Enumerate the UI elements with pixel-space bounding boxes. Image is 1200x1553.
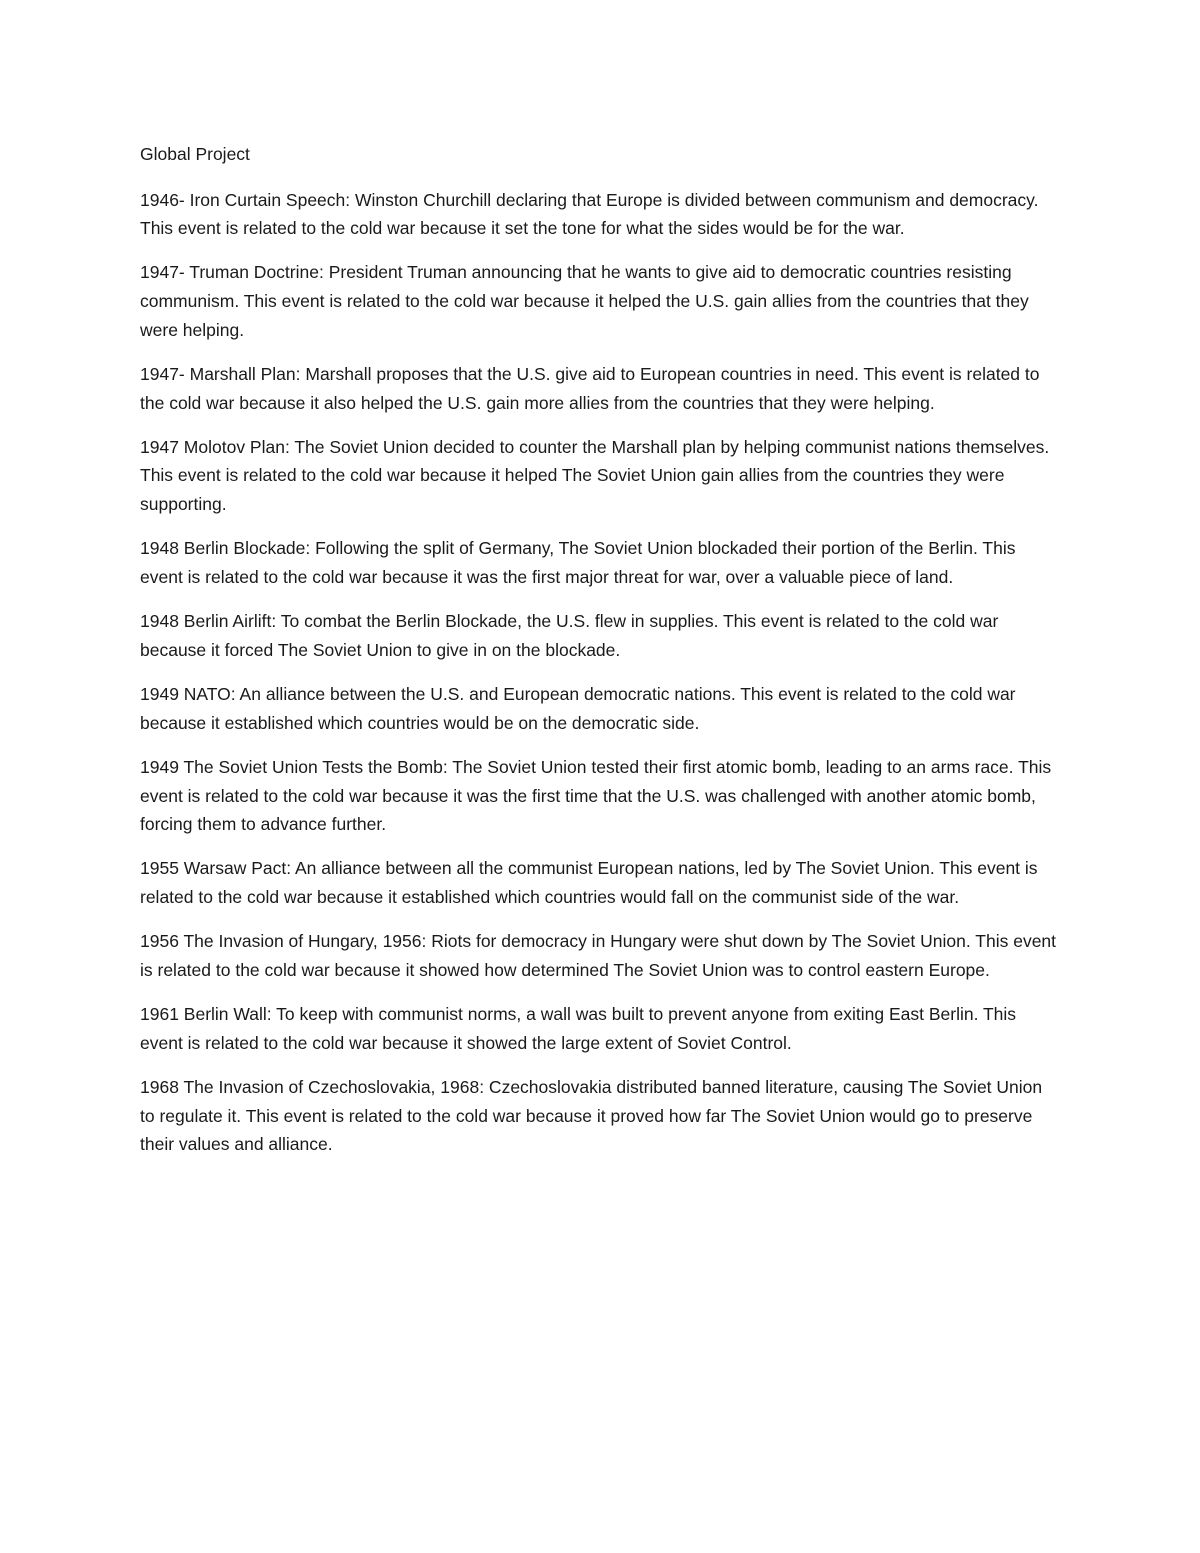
timeline-entry-1947-marshall-plan: 1947- Marshall Plan: Marshall proposes that the U.S. give aid to European countries in need. This event is related to the cold war because it also helped the U.S. gain more allies from the countries that they were helping.: [140, 363, 1040, 413]
document-body: [140, 140, 1060, 1174]
timeline-entry-1947-molotov-plan: 1947 Molotov Plan: The Soviet Union decided to counter the Marshall plan by helping communist nations themselves. This event is related to the cold war because it helped The Soviet Union gain allies from the countries they were supporting.: [140, 436, 1050, 514]
timeline-entry-1956-hungary: 1956 The Invasion of Hungary, 1956: Riots for democracy in Hungary were shut down by The Soviet Union. This event is related to the cold war because it showed how determined The Soviet Union was to control eastern Europe.: [140, 931, 1057, 980]
document-title: Global Project: [140, 144, 250, 164]
timeline-entry-1947-truman-doctrine: 1947- Truman Doctrine: President Truman announcing that he wants to give aid to democratic countries resisting communism. This event is related to the cold war because it helped the U.S. gain allies from the countries that they were helping.: [140, 262, 1029, 340]
timeline-entry-1961-berlin-wall: 1961 Berlin Wall: To keep with communist norms, a wall was built to prevent anyone from exiting East Berlin. This event is related to the cold war because it showed the large extent of Soviet Control.: [140, 1004, 1017, 1053]
timeline-entries: [140, 186, 1060, 1159]
timeline-entry-1949-soviet-bomb: 1949 The Soviet Union Tests the Bomb: The Soviet Union tested their first atomic bomb, leading to an arms race. This event is related to the cold war because it was the first time that the U.S. was challenged with another atomic bomb, forcing them to advance further.: [140, 756, 1052, 835]
timeline-entry-1955-warsaw-pact: 1955 Warsaw Pact: An alliance between all the communist European nations, led by The Soviet Union. This event is related to the cold war because it established which countries would fall on the communist side of the war.: [140, 858, 1038, 907]
timeline-entry-1949-nato: 1949 NATO: An alliance between the U.S. and European democratic nations. This event is related to the cold war because it established which countries would be on the democratic side.: [140, 684, 1016, 733]
timeline-entry-1946-iron-curtain: 1946- Iron Curtain Speech: Winston Churchill declaring that Europe is divided between communism and democracy. This event is related to the cold war because it set the tone for what the sides would be for the war.: [140, 189, 1039, 239]
timeline-entry-1948-berlin-blockade: 1948 Berlin Blockade: Following the split of Germany, The Soviet Union blockaded their portion of the Berlin. This event is related to the cold war because it was the first major threat for war, over a valuable piece of land.: [140, 538, 1016, 587]
timeline-entry-1968-czechoslovakia: 1968 The Invasion of Czechoslovakia, 1968: Czechoslovakia distributed banned literature, causing The Soviet Union to regulate it. This event is related to the cold war because it proved how far The Soviet Union would go to preserve their values and alliance.: [140, 1077, 1043, 1155]
timeline-entry-1948-berlin-airlift: 1948 Berlin Airlift: To combat the Berlin Blockade, the U.S. flew in supplies. This event is related to the cold war because it forced The Soviet Union to give in on the blockade.: [140, 611, 999, 660]
